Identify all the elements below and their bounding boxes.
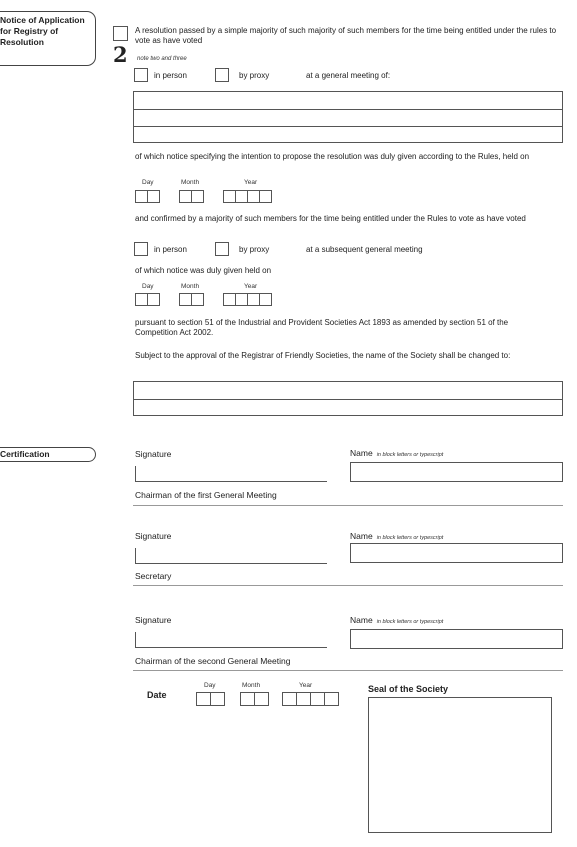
- divider-1: [133, 505, 563, 506]
- date2-day-input[interactable]: [135, 293, 159, 306]
- note-text: note two and three: [137, 56, 187, 62]
- name-label-3: Name in block letters or typescript: [350, 615, 444, 625]
- name-input-2[interactable]: [350, 543, 563, 563]
- meeting-name-field[interactable]: [133, 91, 563, 143]
- notice-tab-title: Notice of Application for Registry of Resolution: [0, 15, 85, 47]
- section-number: 2: [113, 42, 128, 67]
- name-input-1[interactable]: [350, 462, 563, 482]
- by-proxy-label-1: by proxy: [239, 71, 270, 80]
- resolution-checkbox[interactable]: [113, 26, 128, 41]
- by-proxy-checkbox-1[interactable]: [215, 68, 229, 82]
- confirmed-text: and confirmed by a majority of such members for the time being entitled under the Rules to vote as have voted: [135, 214, 526, 223]
- signature-label-1: Signature: [135, 449, 172, 459]
- name-hint-2: in block letters or typescript: [376, 535, 444, 541]
- notice-tab: [0, 11, 96, 66]
- date1-month-input[interactable]: [179, 190, 203, 203]
- name-label-2: Name in block letters or typescript: [350, 531, 444, 541]
- role-label-2: Secretary: [135, 571, 172, 581]
- date2-month-label: Month: [181, 283, 200, 290]
- name-input-3[interactable]: [350, 629, 563, 649]
- signature-line-3[interactable]: [135, 632, 327, 648]
- divider-3: [133, 670, 563, 671]
- cert-date-label: Date: [147, 690, 167, 700]
- signature-line-1[interactable]: [135, 466, 327, 482]
- in-person-checkbox-2[interactable]: [134, 242, 148, 256]
- signature-label-3: Signature: [135, 615, 172, 625]
- notice-text: of which notice specifying the intention to propose the resolution was duly given according to the Rules, held on: [135, 152, 530, 161]
- notice-given-text: of which notice was duly given held on: [135, 266, 272, 275]
- in-person-checkbox-1[interactable]: [134, 68, 148, 82]
- subject-text: Subject to the approval of the Registrar of Friendly Societies, the name of the Society shall be changed to:: [135, 351, 511, 360]
- in-person-label-2: in person: [154, 245, 187, 254]
- date1-month-label: Month: [181, 179, 200, 186]
- signature-label-2: Signature: [135, 531, 172, 541]
- date2-month-input[interactable]: [179, 293, 203, 306]
- cert-day-label: Day: [204, 682, 216, 689]
- certification-tab-title: Certification: [0, 449, 50, 459]
- date2-day-label: Day: [142, 283, 154, 290]
- certification-tab: [0, 447, 96, 462]
- date1-day-label: Day: [142, 179, 154, 186]
- cert-year-label: Year: [299, 682, 313, 689]
- cert-month-label: Month: [242, 682, 261, 689]
- in-person-label-1: in person: [154, 71, 187, 80]
- cert-year-input[interactable]: [282, 692, 338, 706]
- by-proxy-checkbox-2[interactable]: [215, 242, 229, 256]
- name-hint-1: in block letters or typescript: [376, 452, 444, 458]
- resolution-text: A resolution passed by a simple majority of such majority of such members for the time being entitled under the rules to vote as have voted: [135, 26, 557, 45]
- role-label-3: Chairman of the second General Meeting: [135, 656, 291, 666]
- date2-year-input[interactable]: [223, 293, 271, 306]
- name-label-1: Name in block letters or typescript: [350, 448, 444, 458]
- divider-2: [133, 585, 563, 586]
- seal-box: [368, 697, 552, 833]
- cert-day-input[interactable]: [196, 692, 224, 706]
- role-label-1: Chairman of the first General Meeting: [135, 490, 277, 500]
- subsequent-meeting-label: at a subsequent general meeting: [306, 245, 423, 254]
- new-name-field[interactable]: [133, 381, 563, 416]
- date1-day-input[interactable]: [135, 190, 159, 203]
- general-meeting-label: at a general meeting of:: [306, 71, 391, 80]
- by-proxy-label-2: by proxy: [239, 245, 270, 254]
- cert-month-input[interactable]: [240, 692, 268, 706]
- seal-label: Seal of the Society: [368, 684, 449, 694]
- date1-year-input[interactable]: [223, 190, 271, 203]
- name-hint-3: in block letters or typescript: [376, 619, 444, 625]
- signature-line-2[interactable]: [135, 548, 327, 564]
- date2-year-label: Year: [244, 283, 258, 290]
- pursuant-text: pursuant to section 51 of the Industrial and Provident Societies Act 1893 as amended by section 51 of the Competition Act 2002.: [135, 318, 509, 337]
- date1-year-label: Year: [244, 179, 258, 186]
